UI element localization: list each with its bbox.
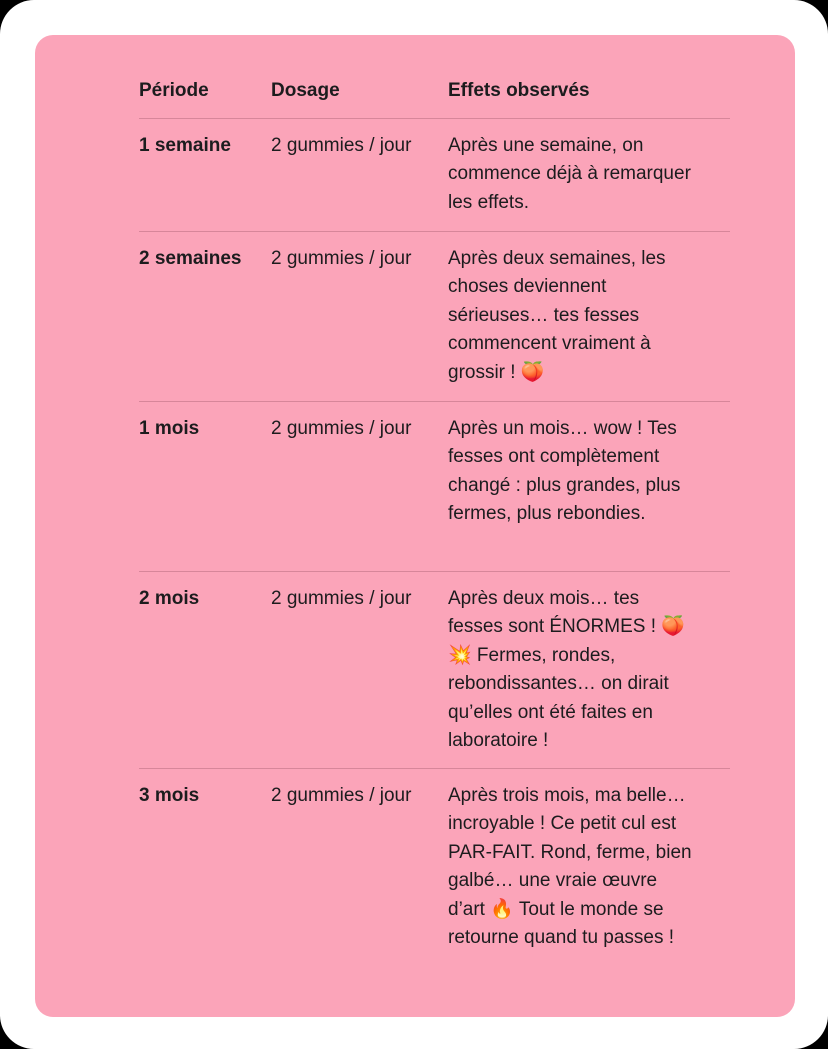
table-row [139, 402, 730, 572]
table-row [139, 232, 730, 402]
cell-effects: Après deux semaines, les choses deviennent sérieuses… tes fesses commencent vraiment à grossir ! 🍑 [448, 248, 666, 383]
cell-period: 2 mois [139, 588, 200, 609]
cell-effects: Après deux mois… tes fesses sont ÉNORMES ! 🍑💥 Fermes, rondes, rebondissantes… on dirait qu’elles ont été faites en laboratoire ! [448, 588, 685, 752]
cell-dosage: 2 gummies / jour [271, 418, 412, 439]
cell-effects: Après une semaine, on commence déjà à remarquer les effets. [448, 135, 691, 213]
table-row [139, 572, 730, 769]
table-row [139, 119, 730, 232]
effects-table [139, 35, 730, 999]
cell-period: 1 semaine [139, 135, 231, 156]
header-effects: Effets observés [448, 80, 590, 101]
header-period: Période [139, 80, 209, 101]
table-header-row [139, 35, 730, 119]
cell-dosage: 2 gummies / jour [271, 135, 412, 156]
header-dosage: Dosage [271, 80, 340, 101]
effects-table-card [35, 35, 795, 1017]
cell-period: 3 mois [139, 785, 200, 806]
table-row [139, 769, 730, 999]
cell-dosage: 2 gummies / jour [271, 248, 412, 269]
cell-effects: Après un mois… wow ! Tes fesses ont complètement changé : plus grandes, plus fermes, plus rebondies. [448, 418, 681, 525]
cell-period: 2 semaines [139, 248, 242, 269]
cell-dosage: 2 gummies / jour [271, 785, 412, 806]
cell-dosage: 2 gummies / jour [271, 588, 412, 609]
cell-period: 1 mois [139, 418, 200, 439]
cell-effects: Après trois mois, ma belle… incroyable ! Ce petit cul est PAR-FAIT. Rond, ferme, bien galbé… une vraie œuvre d’art 🔥 Tout le monde se retourne quand tu passes ! [448, 785, 692, 949]
